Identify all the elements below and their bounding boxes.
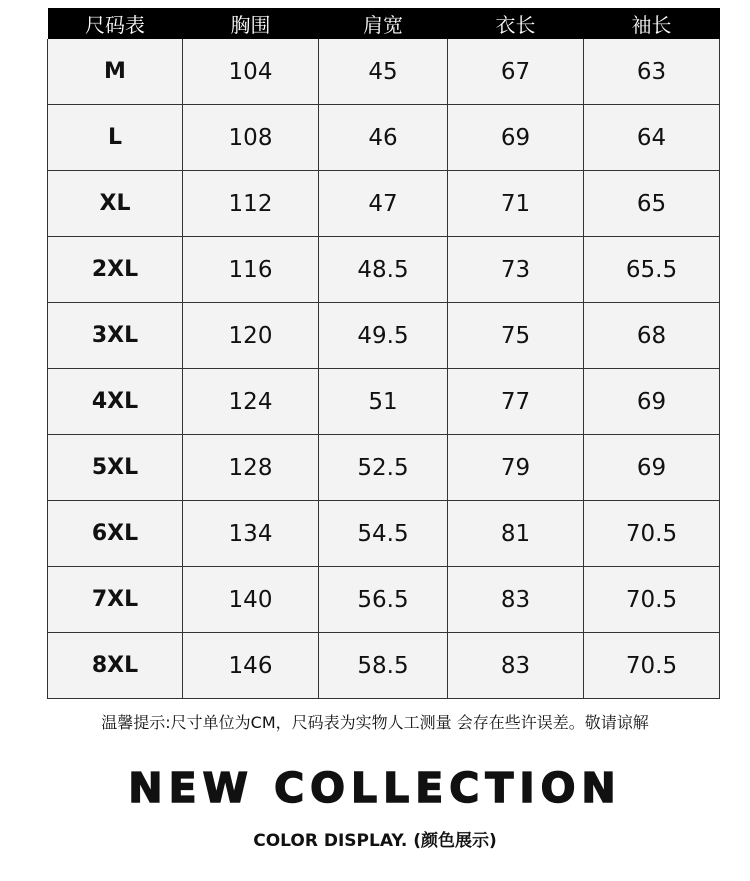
length-cell: 69 xyxy=(448,105,584,171)
chest-cell: 124 xyxy=(183,369,319,435)
shoulder-cell: 56.5 xyxy=(319,567,448,633)
shoulder-cell: 48.5 xyxy=(319,237,448,303)
sleeve-cell: 63 xyxy=(584,39,720,105)
size-cell: 5XL xyxy=(48,435,183,501)
table-row xyxy=(48,171,720,237)
size-cell: 4XL xyxy=(48,369,183,435)
size-cell: XL xyxy=(48,171,183,237)
size-cell: 6XL xyxy=(48,501,183,567)
header-row xyxy=(48,8,720,39)
size-cell: 3XL xyxy=(48,303,183,369)
chest-cell: 146 xyxy=(183,633,319,699)
measurement-note: 温馨提示:尺寸单位为CM，尺码表为实物人工测量 会存在些许误差。敬请谅解 xyxy=(101,713,649,732)
chest-cell: 108 xyxy=(183,105,319,171)
table-row xyxy=(48,303,720,369)
header-length: 衣长 xyxy=(448,8,584,39)
shoulder-cell: 46 xyxy=(319,105,448,171)
length-cell: 83 xyxy=(448,567,584,633)
shoulder-cell: 52.5 xyxy=(319,435,448,501)
sleeve-cell: 65.5 xyxy=(584,237,720,303)
shoulder-cell: 51 xyxy=(319,369,448,435)
sleeve-cell: 64 xyxy=(584,105,720,171)
size-cell: L xyxy=(48,105,183,171)
size-cell: 8XL xyxy=(48,633,183,699)
chest-cell: 112 xyxy=(183,171,319,237)
length-cell: 83 xyxy=(448,633,584,699)
sleeve-cell: 70.5 xyxy=(584,567,720,633)
table-row xyxy=(48,567,720,633)
sleeve-cell: 68 xyxy=(584,303,720,369)
shoulder-cell: 47 xyxy=(319,171,448,237)
header-size: 尺码表 xyxy=(48,8,183,39)
chest-cell: 104 xyxy=(183,39,319,105)
size-cell: 2XL xyxy=(48,237,183,303)
shoulder-cell: 54.5 xyxy=(319,501,448,567)
sleeve-cell: 70.5 xyxy=(584,633,720,699)
shoulder-cell: 58.5 xyxy=(319,633,448,699)
table-row xyxy=(48,105,720,171)
length-cell: 79 xyxy=(448,435,584,501)
length-cell: 67 xyxy=(448,39,584,105)
shoulder-cell: 49.5 xyxy=(319,303,448,369)
color-display-subtitle: COLOR DISPLAY. (颜色展示) xyxy=(253,831,497,851)
sleeve-cell: 70.5 xyxy=(584,501,720,567)
length-cell: 75 xyxy=(448,303,584,369)
header-chest: 胸围 xyxy=(183,8,319,39)
chest-cell: 116 xyxy=(183,237,319,303)
size-chart-body xyxy=(48,39,720,699)
size-chart-table xyxy=(47,8,720,699)
sleeve-cell: 69 xyxy=(584,435,720,501)
shoulder-cell: 45 xyxy=(319,39,448,105)
header-shoulder: 肩宽 xyxy=(319,8,448,39)
size-cell: 7XL xyxy=(48,567,183,633)
table-row xyxy=(48,39,720,105)
length-cell: 81 xyxy=(448,501,584,567)
chest-cell: 134 xyxy=(183,501,319,567)
length-cell: 73 xyxy=(448,237,584,303)
headline: NEW COLLECTION xyxy=(128,764,622,812)
chest-cell: 120 xyxy=(183,303,319,369)
length-cell: 71 xyxy=(448,171,584,237)
table-row xyxy=(48,369,720,435)
sleeve-cell: 65 xyxy=(584,171,720,237)
chest-cell: 140 xyxy=(183,567,319,633)
table-row xyxy=(48,501,720,567)
table-row xyxy=(48,237,720,303)
table-row xyxy=(48,633,720,699)
sleeve-cell: 69 xyxy=(584,369,720,435)
chest-cell: 128 xyxy=(183,435,319,501)
length-cell: 77 xyxy=(448,369,584,435)
size-chart-header xyxy=(48,8,720,39)
header-sleeve: 袖长 xyxy=(584,8,720,39)
table-row xyxy=(48,435,720,501)
size-cell: M xyxy=(48,39,183,105)
